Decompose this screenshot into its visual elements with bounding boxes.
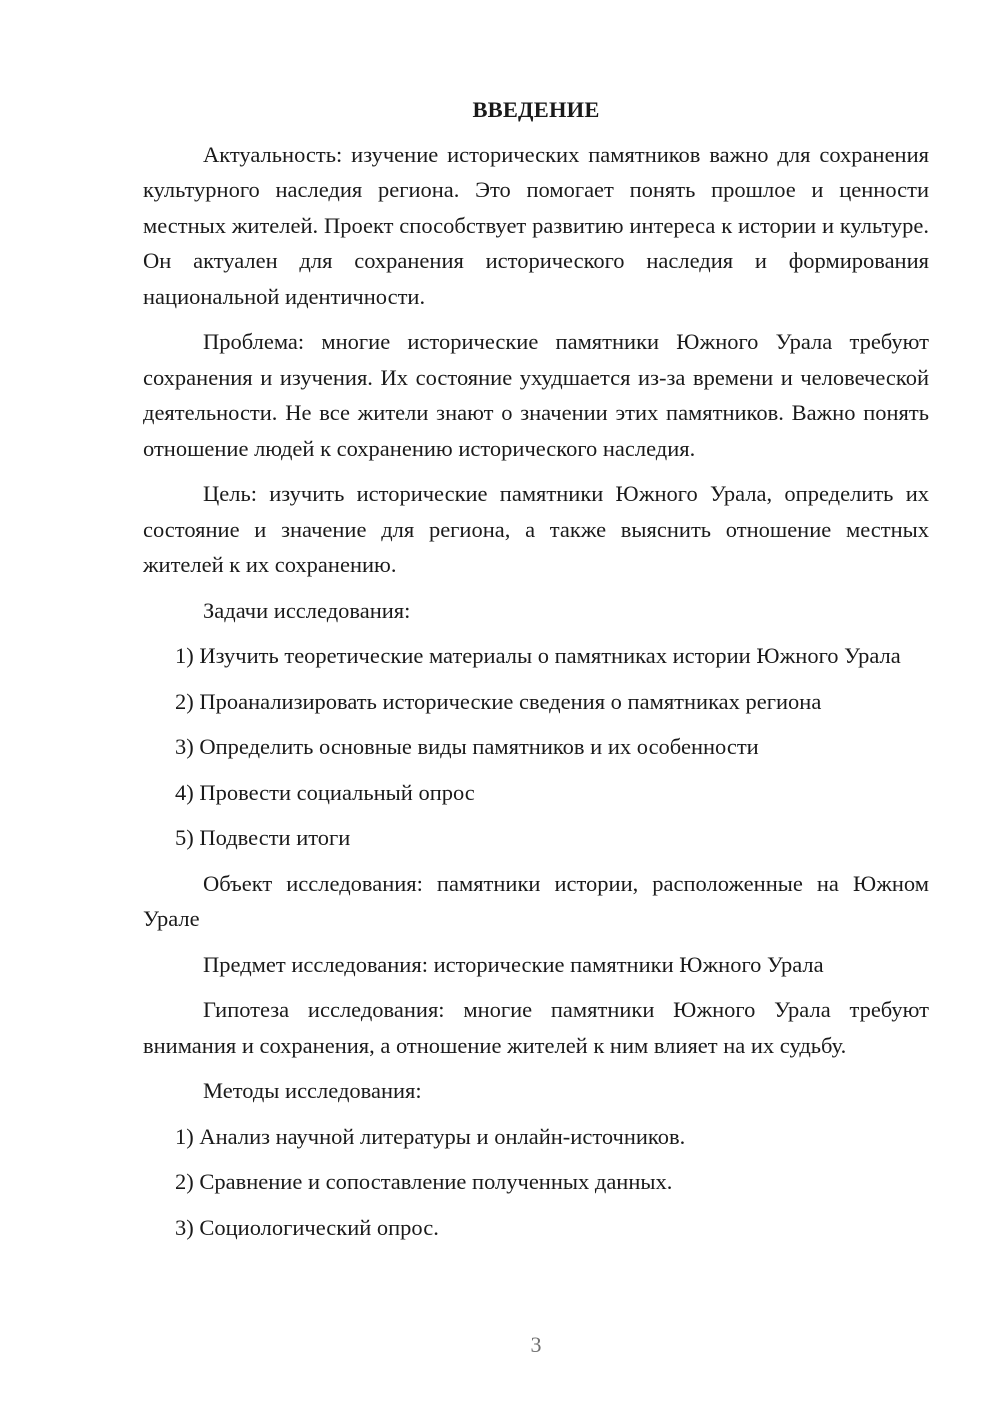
task-item-2: 2) Проанализировать исторические сведения о памятниках региона	[175, 688, 822, 714]
subject-paragraph: Предмет исследования: исторические памятники Южного Урала	[203, 951, 824, 977]
object-paragraph: Объект исследования: памятники истории, расположенные на Южном Урале	[143, 870, 929, 931]
problem-paragraph: Проблема: многие исторические памятники Южного Урала требуют сохранения и изучения. Их состояние ухудшается из-за времени и человеческой деятельности. Не все жители знают о значении этих памятников. Важно понять отношение людей к сохранению исторического наследия.	[143, 329, 929, 461]
methods-heading: Методы исследования:	[203, 1078, 422, 1103]
tasks-heading: Задачи исследования:	[203, 597, 411, 623]
task-item-4: 4) Провести социальный опрос	[175, 779, 475, 805]
page-number: 3	[530, 1332, 542, 1357]
method-item-3: 3) Социологический опрос.	[175, 1214, 439, 1240]
method-item-2: 2) Сравнение и сопоставление полученных данных.	[175, 1169, 673, 1194]
document-page	[143, 92, 929, 1255]
hypothesis-paragraph: Гипотеза исследования: многие памятники Южного Урала требуют внимания и сохранения, а отношение жителей к ним влияет на их судьбу.	[143, 997, 929, 1058]
method-item-1: 1) Анализ научной литературы и онлайн-источников.	[175, 1123, 686, 1149]
relevance-paragraph: Актуальность: изучение исторических памятников важно для сохранения культурного наследия региона. Это помогает понять прошлое и ценности местных жителей. Проект способствует развитию интереса к истории и культуре. Он актуален для сохранения исторического наследия и формирования национальной идентичности.	[143, 141, 929, 309]
tasks-list	[143, 638, 929, 856]
task-item-3: 3) Определить основные виды памятников и их особенности	[175, 734, 759, 759]
task-item-1: 1) Изучить теоретические материалы о памятниках истории Южного Урала	[175, 643, 901, 668]
page-title: ВВЕДЕНИЕ	[472, 97, 600, 122]
methods-list	[143, 1119, 929, 1246]
goal-paragraph: Цель: изучить исторические памятники Южного Урала, определить их состояние и значение для региона, а также выяснить отношение местных жителей к их сохранению.	[143, 481, 929, 577]
task-item-5: 5) Подвести итоги	[175, 825, 351, 850]
